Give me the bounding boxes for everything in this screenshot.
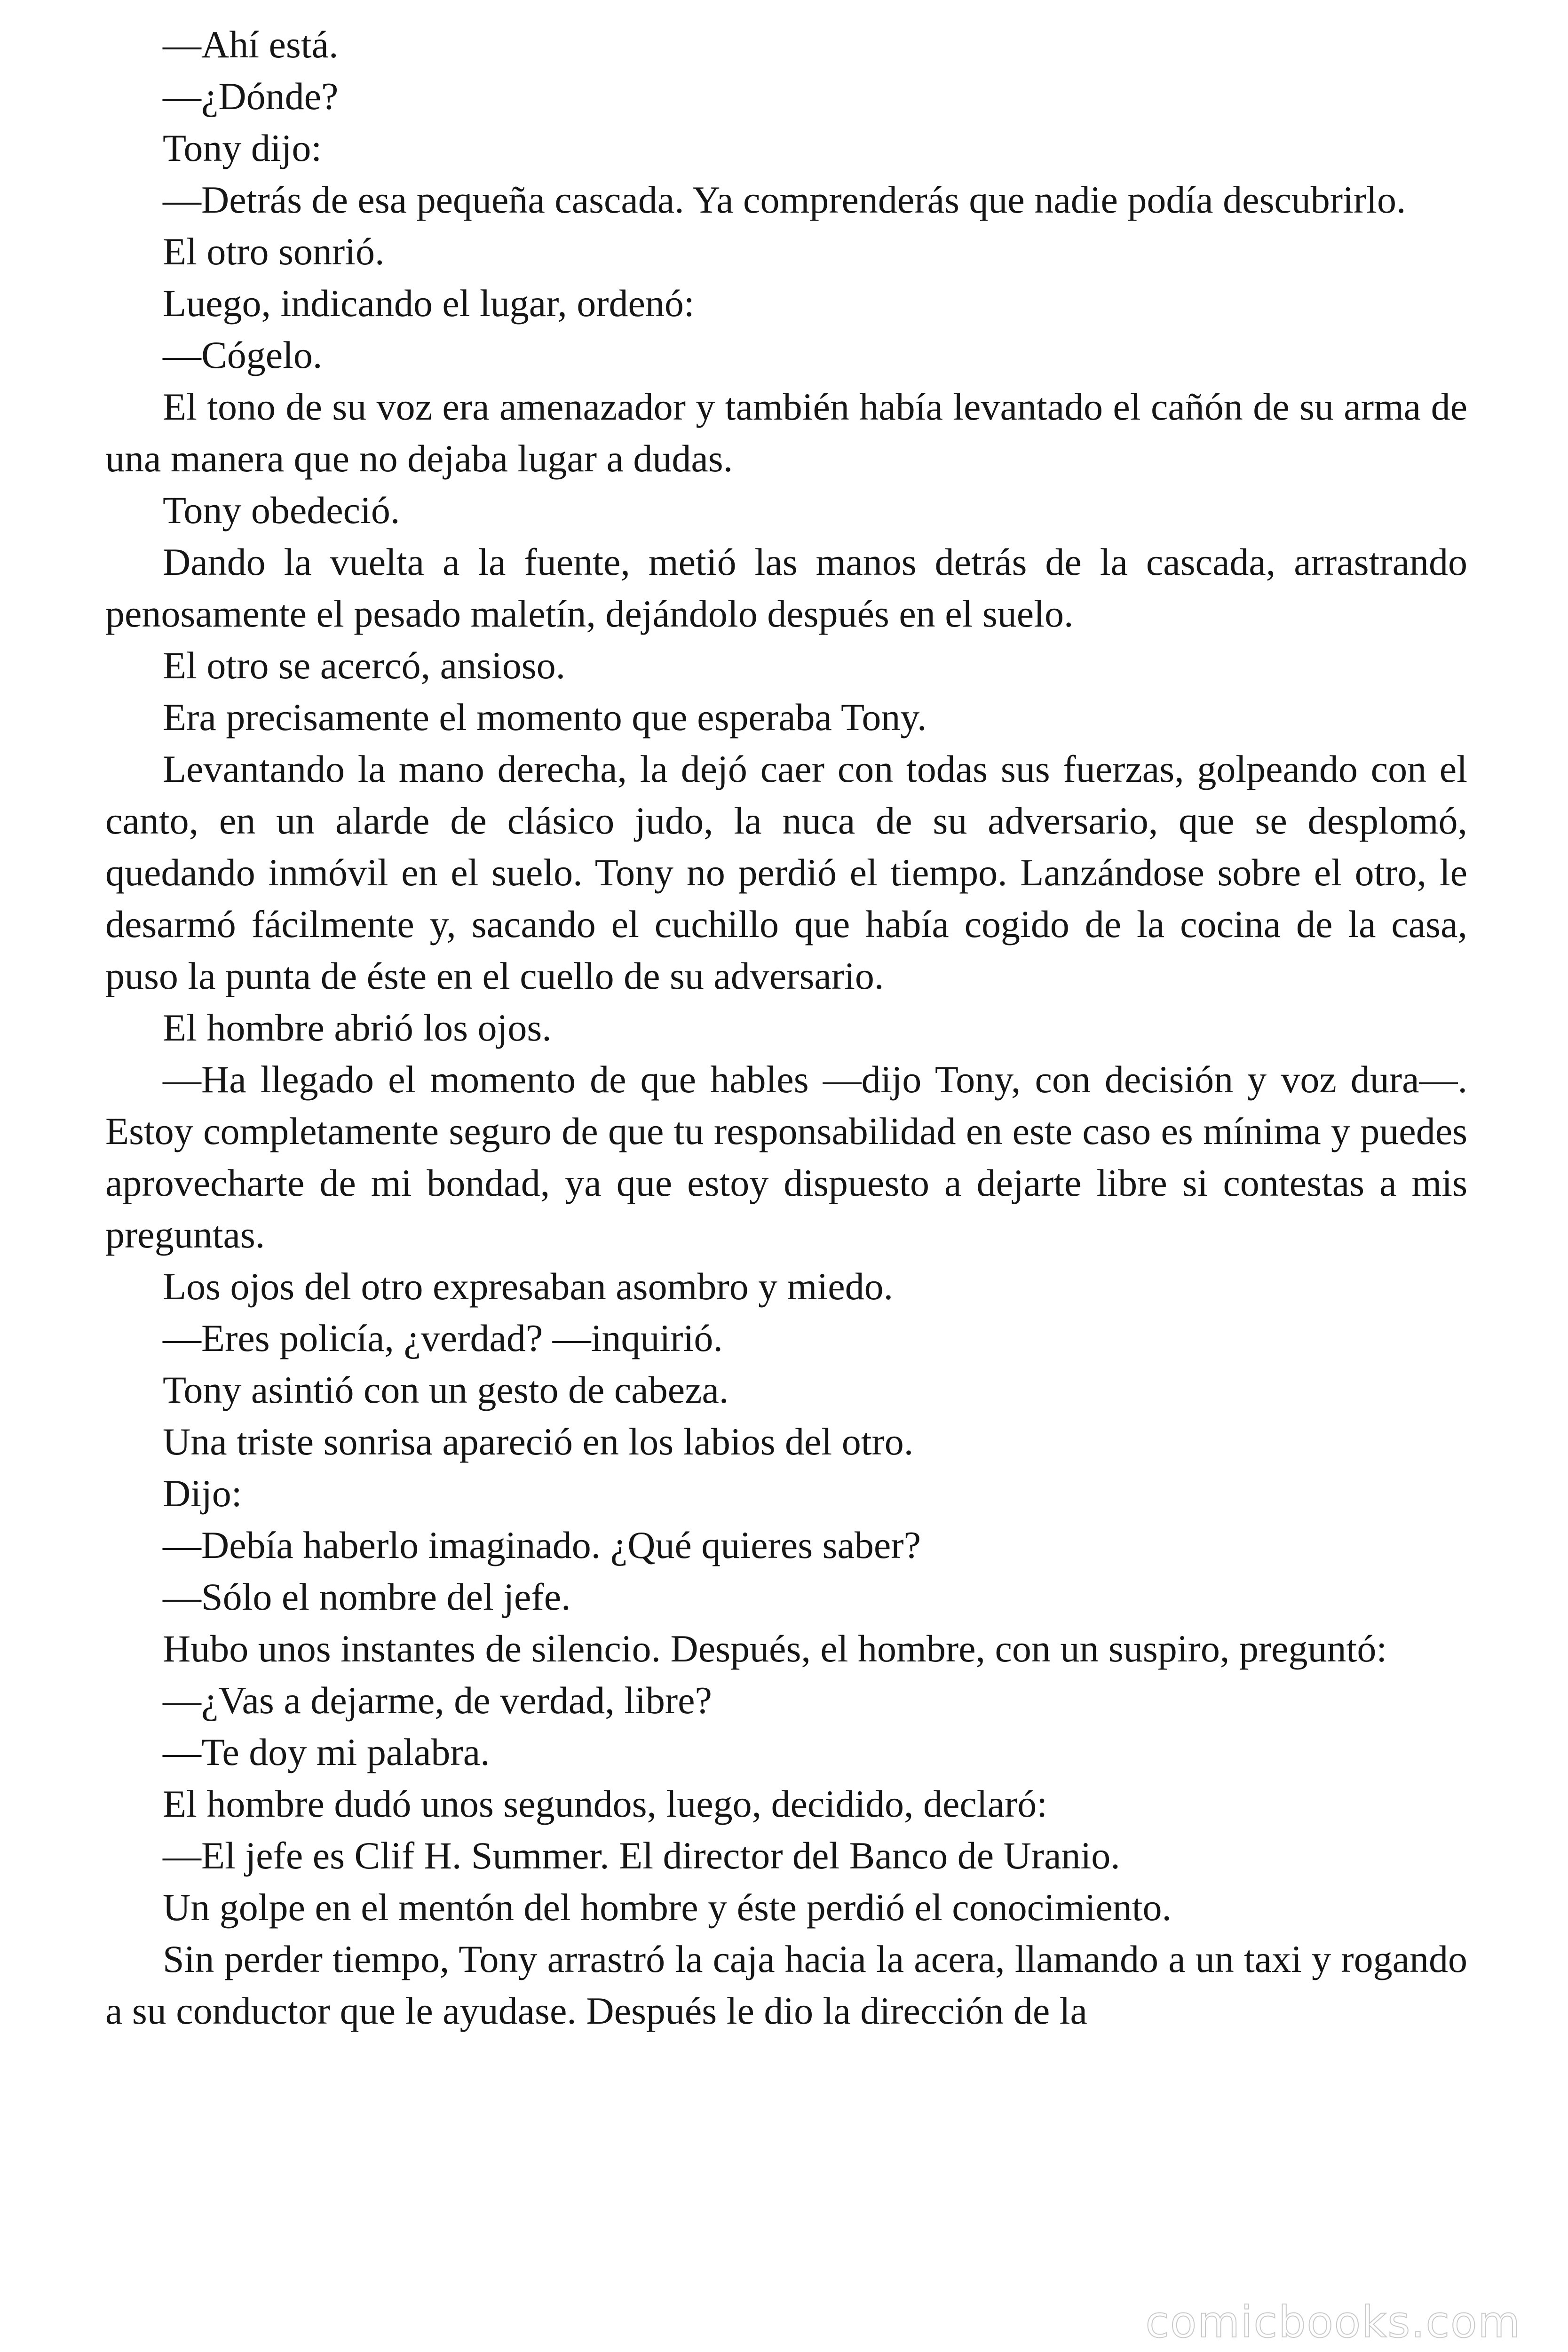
paragraph: Una triste sonrisa apareció en los labios del otro. <box>163 1420 914 1463</box>
paragraph: Sin perder tiempo, Tony arrastró la caja hacia la acera, llamando a un taxi y rogando a su conductor que le ayudase. Después le dio la dirección de la <box>105 1938 1467 2032</box>
paragraph: El hombre dudó unos segundos, luego, decidido, declaró: <box>163 1782 1048 1825</box>
paragraph: El hombre abrió los ojos. <box>163 1006 552 1049</box>
paragraph: —Detrás de esa pequeña cascada. Ya comprenderás que nadie podía descubrirlo. <box>163 178 1406 221</box>
paragraph: El otro sonrió. <box>163 230 385 273</box>
paragraph: Luego, indicando el lugar, ordenó: <box>163 282 695 325</box>
paragraph: Era precisamente el momento que esperaba Tony. <box>163 696 927 739</box>
paragraph: —Cógelo. <box>163 334 323 376</box>
paragraph: —El jefe es Clif H. Summer. El director del Banco de Uranio. <box>163 1834 1120 1877</box>
paragraph: Levantando la mano derecha, la dejó caer con todas sus fuerzas, golpeando con el canto, en un alarde de clásico judo, la nuca de su adversario, que se desplomó, quedando inmóvil en el suelo. Tony no perdió el tiempo. Lanzándose sobre el otro, le desarmó fácilmente y, sacando el cuchillo que había cogido de la cocina de la casa, puso la punta de éste en el cuello de su adversario. <box>105 747 1467 997</box>
paragraph: —¿Vas a dejarme, de verdad, libre? <box>163 1679 712 1722</box>
page-text <box>105 19 1467 2037</box>
paragraph: El otro se acercó, ansioso. <box>163 644 566 687</box>
paragraph: —Eres policía, ¿verdad? —inquirió. <box>163 1317 723 1359</box>
paragraph: Tony obedeció. <box>163 489 400 532</box>
paragraph: Dijo: <box>163 1472 242 1515</box>
paragraph: Un golpe en el mentón del hombre y éste perdió el conocimiento. <box>163 1886 1172 1929</box>
paragraph: Hubo unos instantes de silencio. Después, el hombre, con un suspiro, preguntó: <box>163 1627 1387 1670</box>
paragraph: —Ahí está. <box>163 23 339 66</box>
paragraph: Dando la vuelta a la fuente, metió las manos detrás de la cascada, arrastrando penosamente el pesado maletín, dejándolo después en el suelo. <box>105 540 1467 635</box>
paragraph: —Ha llegado el momento de que hables —dijo Tony, con decisión y voz dura—. Estoy completamente seguro de que tu responsabilidad en este caso es mínima y puedes aprovecharte de mi bondad, ya que estoy dispuesto a dejarte libre si contestas a mis preguntas. <box>105 1058 1467 1256</box>
paragraph: Los ojos del otro expresaban asombro y miedo. <box>163 1265 894 1308</box>
paragraph: El tono de su voz era amenazador y también había levantado el cañón de su arma de una manera que no dejaba lugar a dudas. <box>105 385 1467 480</box>
paragraph: —¿Dónde? <box>163 75 339 118</box>
paragraph: —Sólo el nombre del jefe. <box>163 1575 571 1618</box>
paragraph: —Debía haberlo imaginado. ¿Qué quieres saber? <box>163 1524 921 1566</box>
paragraph: Tony asintió con un gesto de cabeza. <box>163 1368 729 1411</box>
paragraph: Tony dijo: <box>163 127 322 169</box>
paragraph: —Te doy mi palabra. <box>163 1731 490 1773</box>
site-watermark: comicbooks.com <box>1145 2297 1521 2347</box>
